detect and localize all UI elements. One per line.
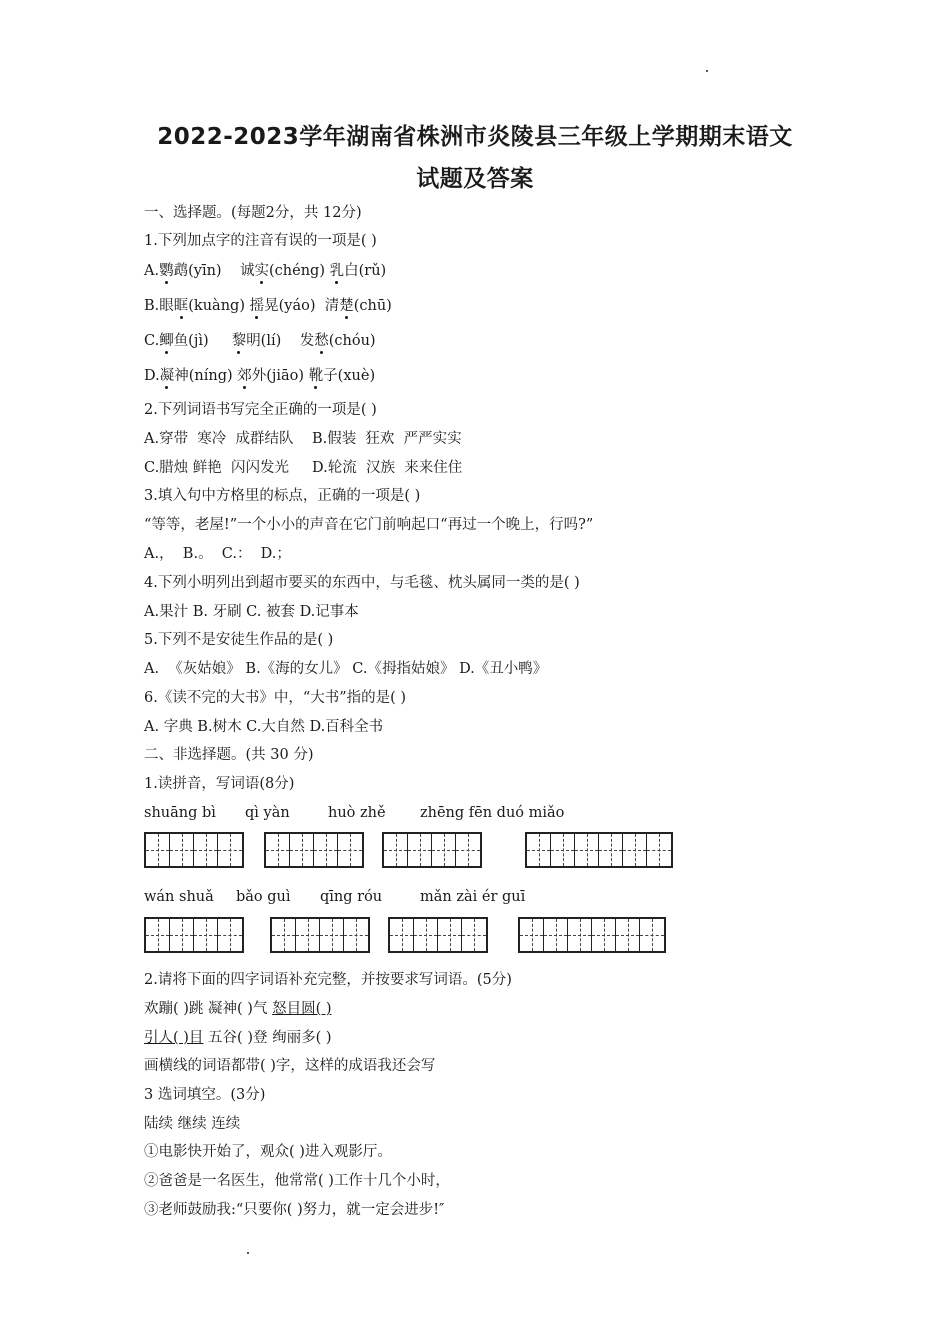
p2q3-stem: 3 选词填空。(3分) [144, 1087, 266, 1103]
p2q3-sentence-2: ②爸爸是一名医生，他常常( )工作十几个小时， [144, 1173, 450, 1189]
p2q2-line2: 引人( )目 五谷( )登 绚丽多( ) [144, 1030, 332, 1046]
p2q2-line1: 欢蹦( )跳 凝神( )气 怒目圆( ) [144, 1001, 332, 1017]
pinyin-2-4: mǎn zài ér guī [420, 889, 526, 905]
writing-grid-4[interactable] [525, 832, 673, 868]
q5-options: A. 《灰姑娘》 B.《海的女儿》 C.《拇指姑娘》 D.《丑小鸭》 [144, 661, 548, 677]
scan-speck-top [706, 70, 708, 72]
part2-header: 二、非选择题。(共 30 分) [144, 747, 314, 763]
q3-options: A.， B.。 C.： D.； [144, 546, 291, 562]
q4-options: A.果汁 B. 牙刷 C. 被套 D.记事本 [144, 604, 359, 620]
scan-speck-bottom [247, 1252, 249, 1254]
q1-option-d: D.凝神(níng) 郊外(jiāo) 靴子(xuè) [144, 368, 376, 384]
q3-stem: 3.填入句中方格里的标点，正确的一项是( ) [144, 488, 421, 504]
pinyin-1-3: huò zhě [328, 805, 386, 821]
q1-option-c: C.鲫鱼(jì) 黎明(lí) 发愁(chóu) [144, 333, 376, 349]
writing-grid-2[interactable] [264, 832, 364, 868]
p2q3-word-bank: 陆续 继续 连续 [144, 1116, 241, 1132]
writing-grid-5[interactable] [144, 917, 244, 953]
q6-options: A. 字典 B.树木 C.大自然 D.百科全书 [144, 719, 384, 735]
p2q3-sentence-3: ③老师鼓励我:“只要你( )努力，就一定会进步!″ [144, 1202, 445, 1218]
writing-grid-7[interactable] [388, 917, 488, 953]
q5-stem: 5.下列不是安徒生作品的是( ) [144, 632, 334, 648]
p2q2-line3: 画横线的词语都带( )字，这样的成语我还会写 [144, 1058, 436, 1074]
p2q3-sentence-1: ①电影快开始了，观众( )进入观影厅。 [144, 1144, 392, 1160]
q2-options-ab: A.穿带 寒冷 成群结队 B.假装 狂欢 严严实实 [144, 431, 462, 447]
writing-grid-3[interactable] [382, 832, 482, 868]
q1-option-a: A.鹦鹉(yīn) 诚实(chéng) 乳白(rǔ) [144, 263, 387, 279]
doc-title-line1: 2022-2023学年湖南省株洲市炎陵县三年级上学期期末语文 [157, 124, 793, 150]
writing-grid-8[interactable] [518, 917, 666, 953]
q1-option-b: B.眼眶(kuàng) 摇晃(yáo) 清楚(chū) [144, 298, 392, 314]
pinyin-2-1: wán shuǎ [144, 889, 214, 905]
p2q2-stem: 2.请将下面的四字词语补充完整，并按要求写词语。(5分) [144, 972, 512, 988]
pinyin-1-4: zhēng fēn duó miǎo [420, 805, 565, 821]
part1-header: 一、选择题。(每题2分，共 12分) [144, 205, 362, 221]
pinyin-2-3: qīng róu [320, 889, 383, 905]
q1-stem: 1.下列加点字的注音有误的一项是( ) [144, 233, 377, 249]
pinyin-1-1: shuāng bì [144, 805, 216, 821]
p2q1-stem: 1.读拼音，写词语(8分) [144, 776, 295, 792]
q2-stem: 2.下列词语书写完全正确的一项是( ) [144, 402, 377, 418]
q4-stem: 4.下列小明列出到超市要买的东西中，与毛毯、枕头属同一类的是( ) [144, 575, 580, 591]
doc-title-line2: 试题及答案 [416, 166, 534, 192]
q6-stem: 6.《读不完的大书》中，“大书”指的是( ) [144, 690, 407, 706]
pinyin-1-2: qì yàn [245, 805, 290, 821]
pinyin-2-2: bǎo guì [236, 889, 291, 905]
q3-quote: “等等，老屋!”一个小小的声音在它门前响起口“再过一个晚上，行吗?” [144, 517, 594, 533]
q2-options-cd: C.腊烛 鲜艳 闪闪发光 D.轮流 汉族 来来住住 [144, 460, 463, 476]
writing-grid-6[interactable] [270, 917, 370, 953]
writing-grid-1[interactable] [144, 832, 244, 868]
